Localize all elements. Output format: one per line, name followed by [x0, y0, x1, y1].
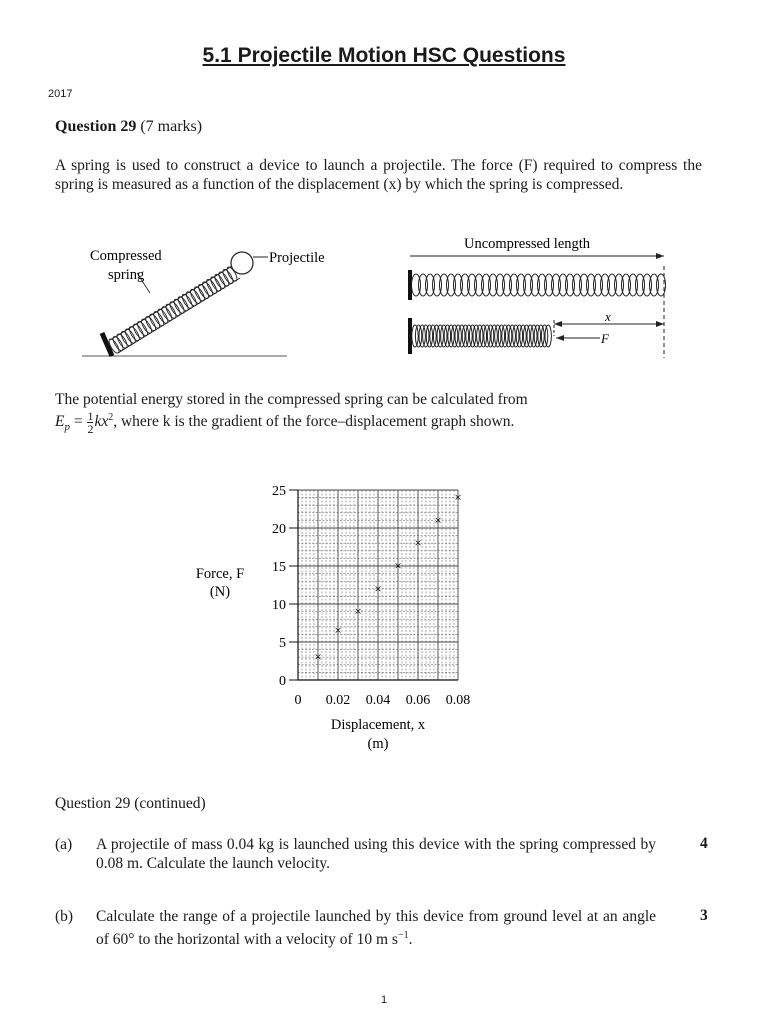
compressed-spring-label-2: spring	[108, 267, 145, 283]
inclined-spring-diagram	[82, 238, 382, 368]
part-b-text-main: Calculate the range of a projectile launched by this device from ground level at an angle of 60° to the horizontal with a velocity of 10 m s	[96, 908, 656, 949]
x-tick-label: 0.02	[325, 693, 351, 708]
squared-exponent: 2	[108, 411, 114, 423]
question-heading	[55, 118, 202, 136]
horizontal-spring-diagram	[402, 232, 677, 362]
question-number: Question 29	[55, 118, 137, 135]
data-point: ×	[374, 580, 382, 596]
part-b-label: (b)	[55, 908, 74, 925]
y-tick-label: 5	[279, 636, 286, 651]
force-arrow-label: F	[601, 331, 609, 346]
compressed-spring-coils-horizontal	[412, 325, 552, 347]
part-b-unit-exponent: −1	[397, 930, 409, 941]
x-tick-label: 0	[294, 693, 302, 708]
part-a-marks: 4	[700, 835, 708, 852]
half-fraction	[87, 410, 93, 435]
energy-text-tail: , where k is the gradient of the force–displacement graph shown.	[113, 413, 515, 431]
force-displacement-graph	[180, 470, 500, 770]
projectile-label: Projectile	[269, 250, 325, 266]
page-title: 5.1 Projectile Motion HSC Questions	[202, 44, 566, 67]
fraction-denominator: 2	[87, 422, 94, 436]
data-point: ×	[434, 512, 442, 528]
energy-text: The potential energy stored in the compressed spring can be calculated from	[55, 391, 528, 408]
year-label: 2017	[48, 88, 73, 100]
data-point: ×	[394, 558, 402, 573]
part-b-marks: 3	[700, 907, 708, 924]
y-tick-label: 0	[279, 674, 286, 689]
data-point: ×	[334, 622, 342, 638]
compressed-spring-label: Compressed	[90, 248, 162, 264]
projectile-ball	[231, 252, 253, 274]
part-a-label: (a)	[55, 836, 73, 853]
y-axis-label: Force, F	[195, 566, 245, 582]
part-b-text-end: .	[408, 931, 413, 949]
x-axis-label: Displacement, x	[330, 717, 426, 733]
data-point: ×	[414, 535, 422, 551]
x-axis-unit: (m)	[367, 736, 389, 752]
x-tick-label: 0.04	[365, 693, 391, 708]
fraction-numerator: 1	[87, 409, 94, 423]
kx-term: kx	[94, 413, 109, 431]
data-point: ×	[354, 603, 362, 619]
x-tick-label: 0.08	[445, 693, 471, 708]
part-a-text: A projectile of mass 0.04 kg is launched using this device with the spring compressed by 0.08 m. Calculate the launch velocity.	[96, 836, 656, 872]
y-tick-label: 15	[272, 560, 286, 575]
uncompressed-spring-coils	[412, 274, 666, 296]
y-tick-label: 10	[272, 598, 286, 613]
data-point: ×	[454, 489, 462, 505]
equals-sign: =	[73, 413, 83, 431]
question-marks: (7 marks)	[140, 118, 203, 135]
x-displacement-label: x	[605, 309, 611, 324]
y-tick-label: 25	[272, 484, 286, 499]
energy-formula	[55, 410, 514, 435]
y-tick-label: 20	[272, 522, 286, 537]
energy-symbol: E	[55, 413, 65, 431]
question-intro: A spring is used to construct a device to launch a projectile. The force (F) required to compress the spring is measured as a function of the displacement (x) by which the spring is compressed.	[55, 157, 702, 193]
page-number: 1	[380, 994, 388, 1006]
x-tick-label: 0.06	[405, 693, 431, 708]
continued-heading: Question 29 (continued)	[55, 795, 206, 812]
part-b-text	[96, 907, 656, 949]
data-point: ×	[314, 649, 322, 665]
y-axis-unit: (N)	[209, 584, 231, 600]
uncompressed-length-label: Uncompressed length	[464, 236, 591, 252]
energy-subscript: p	[64, 421, 70, 434]
